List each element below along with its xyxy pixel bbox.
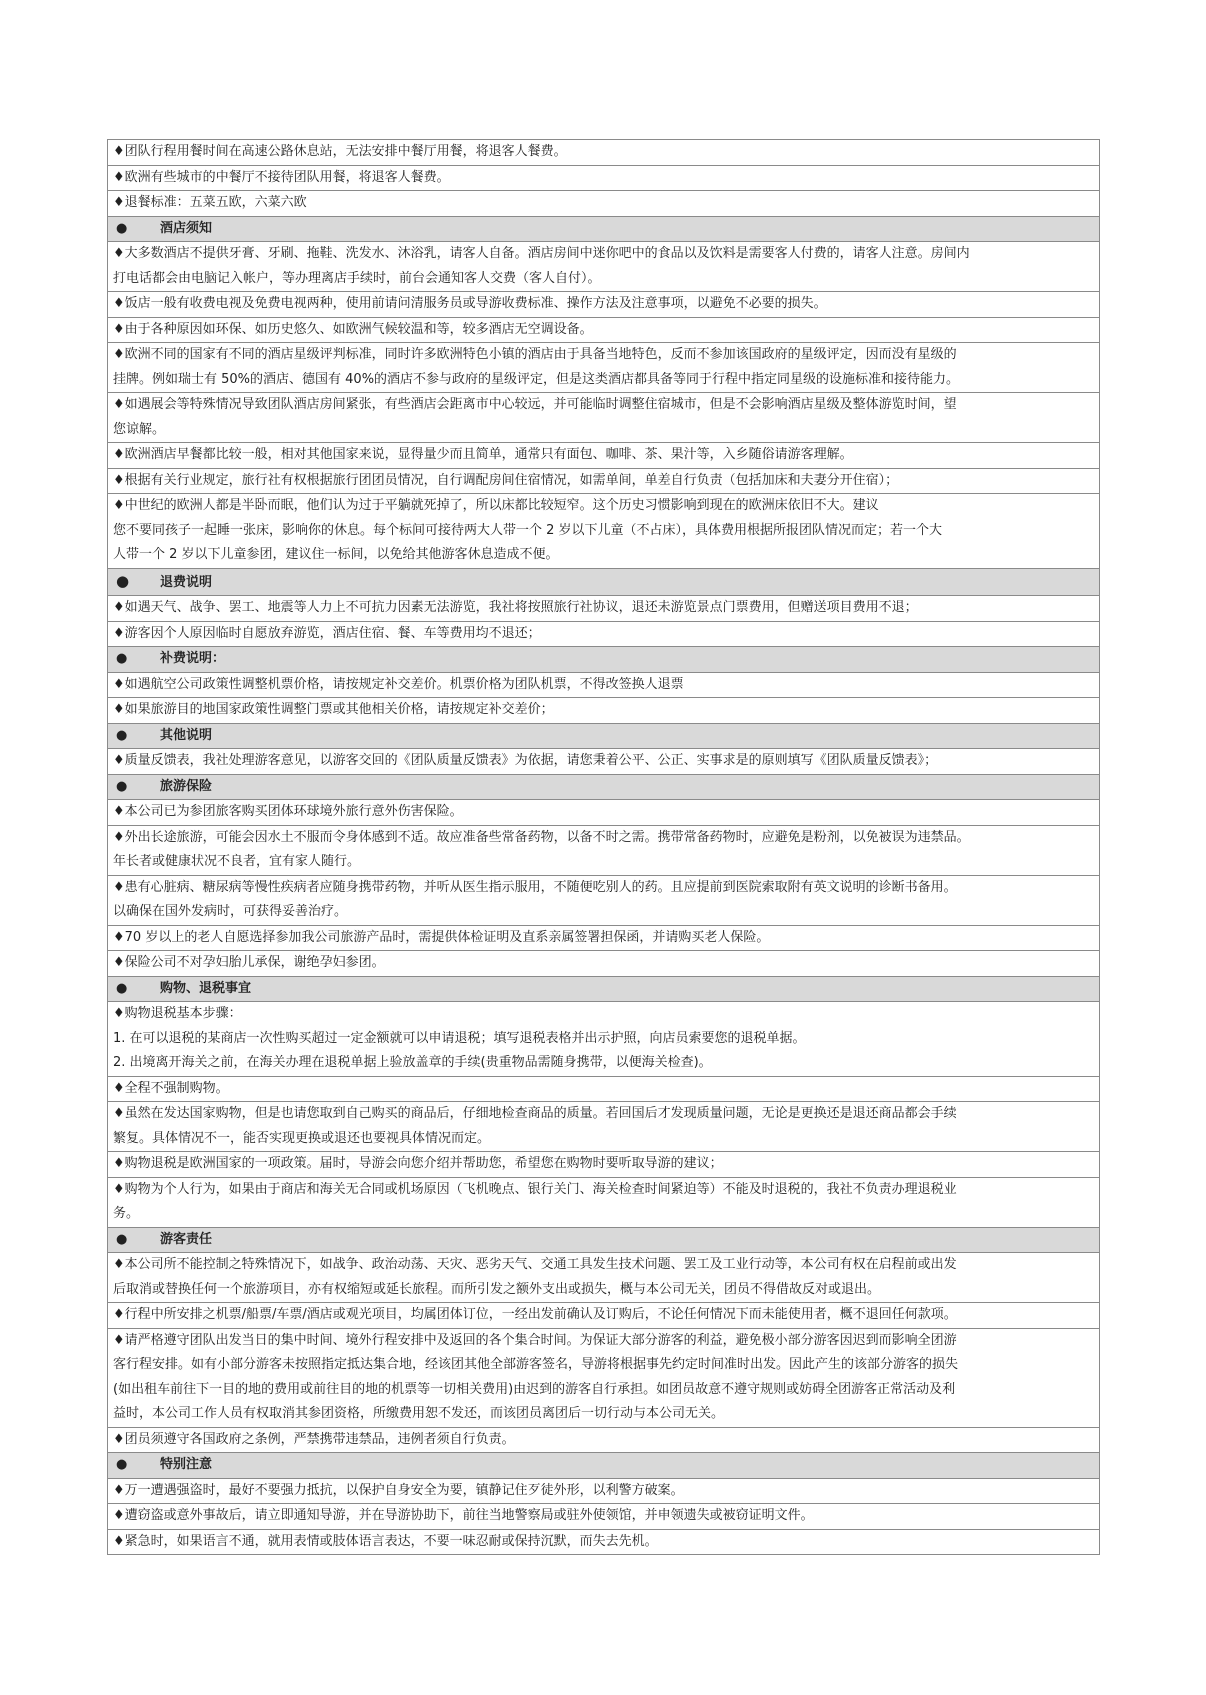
- notice-text-line: 您谅解。: [113, 421, 166, 437]
- notice-item: [107, 393, 1100, 443]
- section-title: 游客责任: [160, 1231, 213, 1247]
- notice-item: [107, 1253, 1100, 1303]
- section-title: 其他说明: [160, 727, 213, 743]
- notice-text-line: ♦万一遭遇强盗时，最好不要强力抵抗，以保护自身安全为要，镇静记住歹徒外形，以利警方破案。: [113, 1482, 684, 1498]
- notice-item: [107, 1102, 1100, 1152]
- notice-item: [107, 1329, 1100, 1428]
- notice-text-line: 挂牌。例如瑞士有 50%的酒店、德国有 40%的酒店不参与政府的星级评定，但是这类酒店都具备等同于行程中指定同星级的设施标准和接待能力。: [113, 371, 960, 387]
- notice-item: [107, 1077, 1100, 1103]
- notice-text-line: (如出租车前往下一目的地的费用或前往目的地的机票等一切相关费用)由迟到的游客自行承担。如团员故意不遵守规则或妨碍全团游客正常活动及利: [113, 1381, 956, 1397]
- notice-text-line: ♦购物退税是欧洲国家的一项政策。届时，导游会向您介绍并帮助您，希望您在购物时要听取导游的建议；: [113, 1156, 723, 1171]
- notice-text-line: ♦外出长途旅游，可能会因水土不服而令身体感到不适。故应准备些常备药物，以备不时之需。携带常备药物时，应避免是粉剂，以免被误为违禁品。: [113, 829, 970, 845]
- notice-item: [107, 1504, 1100, 1530]
- notice-text-line: ♦本公司所不能控制之特殊情况下，如战争、政治动荡、天灾、恶劣天气、交通工具发生技术问题、罢工及工业行动等，本公司有权在启程前或出发: [113, 1257, 957, 1272]
- notice-text-line: ♦如遇展会等特殊情况导致团队酒店房间紧张，有些酒店会距离市中心较远，并可能临时调整住宿城市，但是不会影响酒店星级及整体游览时间，望: [113, 397, 957, 412]
- notice-text-line: ♦团队行程用餐时间在高速公路休息站，无法安排中餐厅用餐，将退客人餐费。: [113, 144, 567, 159]
- notice-item: [107, 876, 1100, 926]
- notice-text-line: ♦紧急时，如果语言不通，就用表情或肢体语言表达，不要一味忍耐或保持沉默，而失去先机。: [113, 1533, 658, 1549]
- notice-item: [107, 1530, 1100, 1556]
- notice-text-line: ♦由于各种原因如环保、如历史悠久、如欧洲气候较温和等，较多酒店无空调设备。: [113, 321, 593, 337]
- notice-item: [107, 494, 1100, 569]
- notice-text-line: ♦欧洲酒店早餐都比较一般，相对其他国家来说，显得量少而且简单，通常只有面包、咖啡、茶、果汁等，入乡随俗请游客理解。: [113, 447, 853, 462]
- notice-text-line: ♦欧洲不同的国家有不同的酒店星级评判标准，同时许多欧洲特色小镇的酒店由于具备当地特色，反而不参加该国政府的星级评定，因而没有星级的: [113, 347, 957, 362]
- notice-text-line: 1. 在可以退税的某商店一次性购买超过一定金额就可以申请退税；填写退税表格并出示护照，向店员索要您的退税单据。: [113, 1030, 806, 1046]
- notice-text-line: ♦大多数酒店不提供牙膏、牙刷、拖鞋、洗发水、沐浴乳，请客人自备。酒店房间中迷你吧中的食品以及饮料是需要客人付费的，请客人注意。房间内: [113, 246, 970, 261]
- notice-text-line: ♦质量反馈表，我社处理游客意见，以游客交回的《团队质量反馈表》为依据，请您秉着公平、公正、实事求是的原则填写《团队质量反馈表》；: [113, 753, 938, 768]
- bullet-icon: ●: [116, 778, 128, 794]
- section-header: [107, 569, 1100, 597]
- notice-item: [107, 191, 1100, 217]
- section-header: [107, 977, 1100, 1003]
- notice-text-line: ♦本公司已为参团旅客购买团体环球境外旅行意外伤害保险。: [113, 804, 463, 819]
- notice-item: [107, 1479, 1100, 1505]
- section-title: 酒店须知: [160, 220, 213, 236]
- bullet-icon: ●: [116, 651, 128, 666]
- notice-item: [107, 926, 1100, 952]
- section-header: [107, 647, 1100, 673]
- section-title: 特别注意: [160, 1457, 213, 1472]
- bullet-icon: ●: [116, 1231, 128, 1247]
- notice-text-line: ♦根据有关行业规定，旅行社有权根据旅行团团员情况，自行调配房间住宿情况，如需单间，单差自行负责（包括加床和夫妻分开住宿）；: [113, 472, 899, 488]
- notice-text-line: ♦70 岁以上的老人自愿选择参加我公司旅游产品时，需提供体检证明及直系亲属签署担保函，并请购买老人保险。: [113, 929, 770, 945]
- notice-text-line: ♦患有心脏病、糖尿病等慢性疾病者应随身携带药物，并听从医生指示服用，不随便吃别人的药。且应提前到医院索取附有英文说明的诊断书备用。: [113, 879, 957, 895]
- notice-text-line: 2. 出境离开海关之前，在海关办理在退税单据上验放盖章的手续(贵重物品需随身携带，以便海关检查)。: [113, 1055, 712, 1070]
- notice-item: [107, 1303, 1100, 1329]
- notice-item: [107, 1178, 1100, 1228]
- notice-item: [107, 318, 1100, 344]
- bullet-icon: ●: [116, 1457, 128, 1472]
- notice-text-line: ♦中世纪的欧洲人都是半卧而眠，他们认为过于平躺就死掉了，所以床都比较短窄。这个历史习惯影响到现在的欧洲床依旧不大。建议: [113, 498, 879, 513]
- notice-text-line: ♦全程不强制购物。: [113, 1080, 229, 1096]
- notice-item: [107, 749, 1100, 775]
- notice-item: [107, 826, 1100, 876]
- notice-item: [107, 1428, 1100, 1454]
- bullet-icon: ●: [116, 980, 128, 996]
- notice-text-line: ♦行程中所安排之机票/船票/车票/酒店或观光项目，均属团体订位，一经出发前确认及订购后，不论任何情况下而未能使用者，概不退回任何款项。: [113, 1307, 957, 1322]
- bullet-icon: ●: [116, 571, 130, 590]
- section-header: [107, 724, 1100, 750]
- notice-text-line: 年长者或健康状况不良者，宜有家人随行。: [113, 854, 361, 869]
- section-header: [107, 1228, 1100, 1254]
- notice-item: [107, 443, 1100, 469]
- notice-text-line: 益时，本公司工作人员有权取消其参团资格，所缴费用恕不发还，而该团员离团后一切行动与本公司无关。: [113, 1406, 725, 1421]
- notice-text-line: ♦团员须遵守各国政府之条例，严禁携带违禁品，违例者须自行负责。: [113, 1431, 515, 1447]
- notice-item: [107, 951, 1100, 977]
- notice-text-line: ♦如果旅游目的地国家政策性调整门票或其他相关价格，请按规定补交差价；: [113, 702, 554, 717]
- notice-text-line: ♦请严格遵守团队出发当日的集中时间、境外行程安排中及返回的各个集合时间。为保证大部分游客的利益，避免极小部分游客因迟到而影响全团游: [113, 1332, 957, 1348]
- notice-text-line: 繁复。具体情况不一，能否实现更换或退还也要视具体情况而定。: [113, 1130, 491, 1146]
- notice-text-line: 务。: [113, 1206, 140, 1221]
- section-title: 退费说明: [160, 574, 213, 590]
- notice-item: [107, 596, 1100, 622]
- notice-text-line: 人带一个 2 岁以下儿童参团，建议住一标间，以免给其他游客休息造成不便。: [113, 547, 559, 562]
- notice-text-line: 客行程安排。如有小部分游客未按照指定抵达集合地，经该团其他全部游客签名，导游将根据事先约定时间准时出发。因此产生的该部分游客的损失: [113, 1357, 959, 1372]
- section-header: [107, 775, 1100, 801]
- notice-item: [107, 140, 1100, 166]
- notice-item: [107, 1152, 1100, 1178]
- section-header: [107, 217, 1100, 243]
- notice-text-line: ♦遭窃盗或意外事故后，请立即通知导游，并在导游协助下，前往当地警察局或驻外使领馆，并申领遗失或被窃证明文件。: [113, 1508, 814, 1523]
- notice-text-line: ♦购物退税基本步骤：: [113, 1006, 242, 1021]
- notice-item: [107, 166, 1100, 192]
- section-title: 补费说明：: [160, 651, 226, 666]
- notice-text-line: ♦虽然在发达国家购物，但是也请您取到自己购买的商品后，仔细地检查商品的质量。若回国后才发现质量问题，无论是更换还是退还商品都会手续: [113, 1106, 957, 1121]
- section-header: [107, 1453, 1100, 1479]
- notice-item: [107, 800, 1100, 826]
- notice-item: [107, 469, 1100, 495]
- notice-text-line: ♦退餐标准：五菜五欧，六菜六欧: [113, 195, 307, 210]
- notice-text-line: ♦饭店一般有收费电视及免费电视两种，使用前请问清服务员或导游收费标准、操作方法及注意事项，以避免不必要的损失。: [113, 296, 827, 311]
- notice-text-line: 以确保在国外发病时，可获得妥善治疗。: [113, 904, 348, 919]
- notice-item: [107, 292, 1100, 318]
- notice-text-line: ♦如遇天气、战争、罢工、地震等人力上不可抗力因素无法游览，我社将按照旅行社协议，退还未游览景点门票费用，但赠送项目费用不退；: [113, 600, 918, 615]
- notice-item: [107, 343, 1100, 393]
- notice-item: [107, 622, 1100, 648]
- notice-text-line: 打电话都会由电脑记入帐户，等办理离店手续时，前台会通知客人交费（客人自付）。: [113, 270, 601, 286]
- notice-item: [107, 673, 1100, 699]
- notice-text-line: ♦欧洲有些城市的中餐厅不接待团队用餐，将退客人餐费。: [113, 169, 450, 185]
- notice-item: [107, 698, 1100, 724]
- notice-item: [107, 242, 1100, 292]
- bullet-icon: ●: [116, 727, 128, 743]
- section-title: 旅游保险: [160, 778, 213, 794]
- notice-text-line: ♦保险公司不对孕妇胎儿承保，谢绝孕妇参团。: [113, 955, 385, 970]
- notice-text-line: ♦游客因个人原因临时自愿放弃游览，酒店住宿、餐、车等费用均不退还；: [113, 625, 541, 641]
- notice-text-line: ♦如遇航空公司政策性调整机票价格，请按规定补交差价。机票价格为团队机票，不得改签换人退票: [113, 676, 684, 692]
- notice-table: [107, 139, 1100, 1555]
- notice-text-line: ♦购物为个人行为，如果由于商店和海关无合同或机场原因（飞机晚点、银行关门、海关检查时间紧迫等）不能及时退税的，我社不负责办理退税业: [113, 1181, 957, 1197]
- bullet-icon: ●: [116, 220, 128, 236]
- notice-item: [107, 1002, 1100, 1077]
- section-title: 购物、退税事宜: [160, 980, 252, 996]
- notice-text-line: 您不要同孩子一起睡一张床，影响你的休息。每个标间可接待两大人带一个 2 岁以下儿童（不占床），具体费用根据所报团队情况而定；若一个大: [113, 522, 943, 538]
- notice-text-line: 后取消或替换任何一个旅游项目，亦有权缩短或延长旅程。而所引发之额外支出或损失，概与本公司无关，团员不得借故反对或退出。: [113, 1281, 881, 1297]
